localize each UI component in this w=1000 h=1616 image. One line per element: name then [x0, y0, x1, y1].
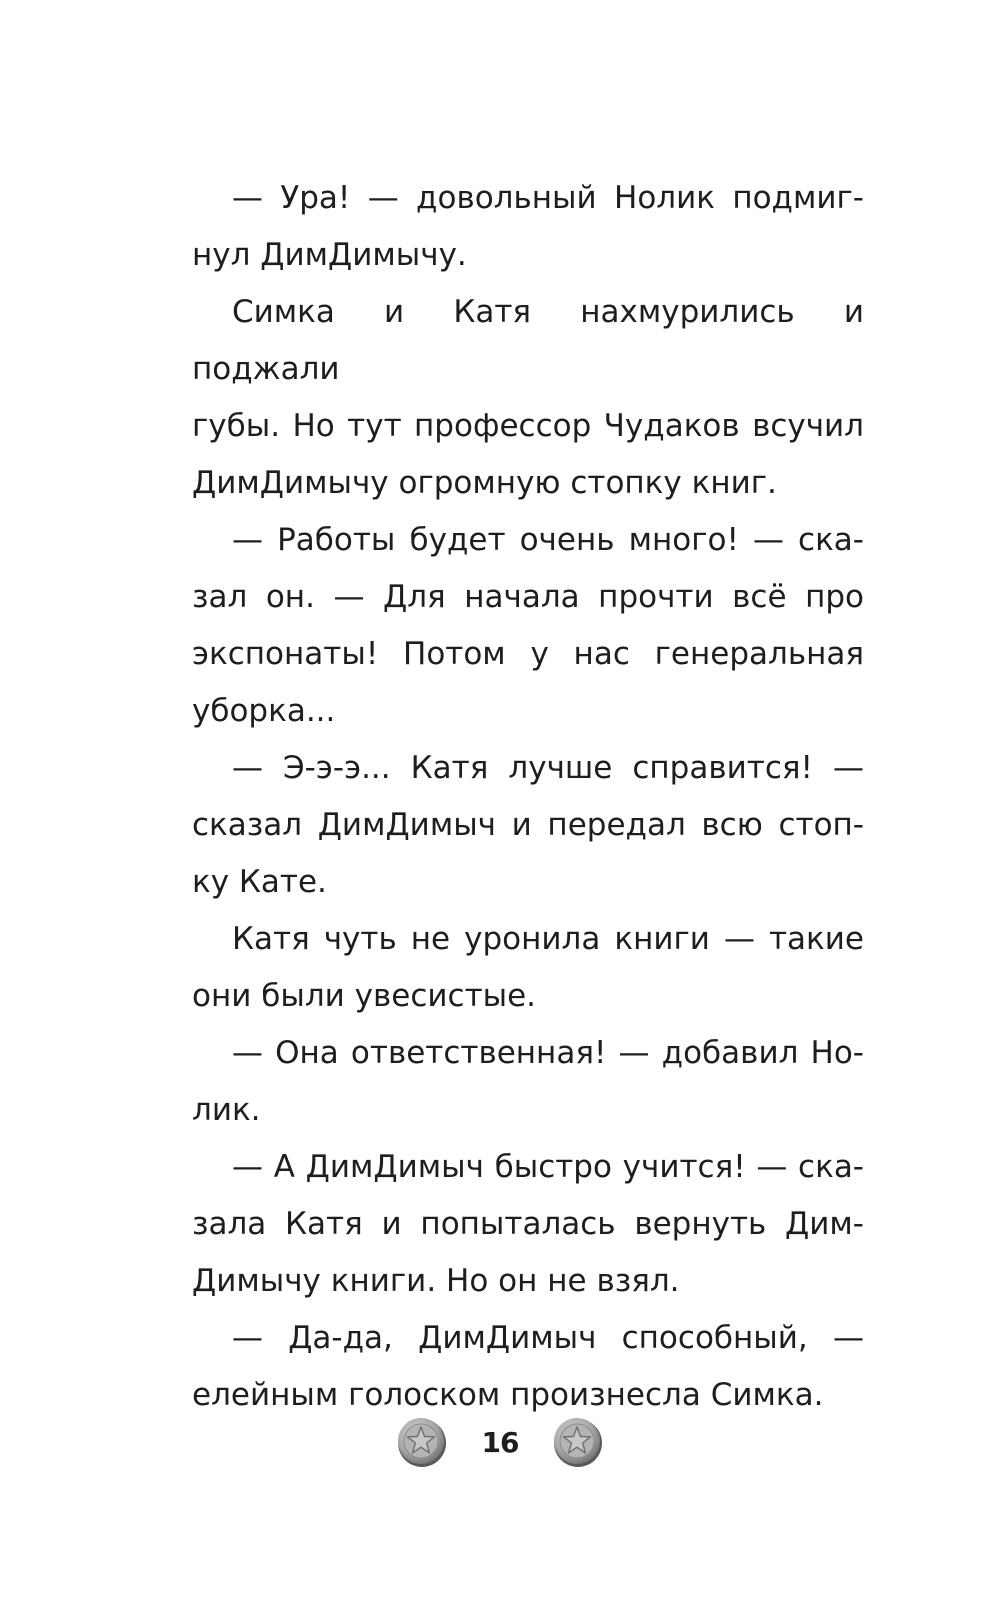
text-line: — А ДимДимыч быстро учится! — ска-: [232, 1149, 864, 1185]
text-line: экспонаты! Потом у нас генеральная: [192, 636, 864, 672]
text-line: елейным голоском произнесла Симка.: [192, 1377, 824, 1413]
text-line: ку Кате.: [192, 864, 327, 900]
text-line: Катя чуть не уронила книги — такие: [232, 921, 864, 957]
text-line: Симка и Катя нахмурились и поджали: [192, 294, 864, 387]
text-line: — Ура! — довольный Нолик подмиг-: [232, 180, 864, 216]
page-footer: [0, 1412, 1000, 1472]
page-number: 16: [481, 1425, 519, 1459]
star-coin-icon: [552, 1416, 604, 1468]
body-text: [192, 170, 864, 1424]
text-line: нул ДимДимычу.: [192, 237, 467, 273]
text-line: лик.: [192, 1092, 261, 1128]
text-line: сказал ДимДимыч и передал всю стоп-: [192, 807, 864, 843]
text-line: — Да-да, ДимДимыч способный, —: [232, 1320, 864, 1356]
text-line: губы. Но тут профессор Чудаков всучил: [192, 408, 864, 444]
text-line: — Она ответственная! — добавил Но-: [232, 1035, 864, 1071]
text-line: они были увесистые.: [192, 978, 537, 1014]
text-line: зал он. — Для начала прочти всё про: [192, 579, 864, 615]
text-line: зала Катя и попыталась вернуть Дим-: [192, 1206, 864, 1242]
star-coin-icon: [396, 1416, 448, 1468]
text-line: — Э-э-э... Катя лучше справится! —: [232, 750, 864, 786]
text-line: уборка...: [192, 693, 336, 729]
text-line: — Работы будет очень много! — ска-: [232, 522, 864, 558]
text-line: ДимДимычу огромную стопку книг.: [192, 465, 777, 501]
text-line: Димычу книги. Но он не взял.: [192, 1263, 680, 1299]
